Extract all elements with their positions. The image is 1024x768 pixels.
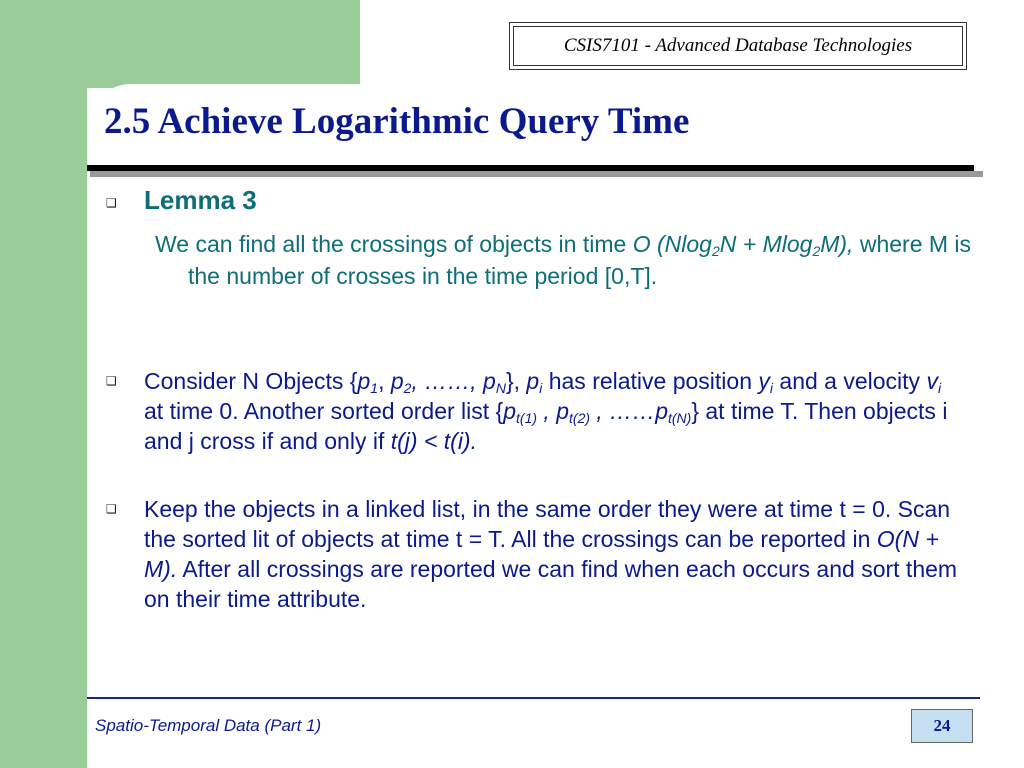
bullet-icon: ❑ — [106, 196, 117, 210]
objects-paragraph: Consider N Objects {$p_1$, $p_2$, ……, $p_N$}, $p_i$ has relative position $y_i$ and a velocity $v_i$ at time 0. Another sorted order list {$p_{t(1)}$ , $p_{t(2)}$ , $\dots\dots p_{t(N)}$} at time T. Then objects i and j cross if and only if t(j) < t(i). — [144, 368, 948, 454]
title-rule-shadow — [90, 171, 983, 177]
green-sidebar-band — [0, 0, 87, 768]
course-header-box — [509, 22, 967, 70]
bullet-icon: ❑ — [106, 374, 117, 388]
slide-title: 2.5 Achieve Logarithmic Query Time — [104, 101, 690, 142]
course-title: CSIS7101 - Advanced Database Technologies — [513, 26, 963, 66]
title-rule — [87, 165, 974, 171]
bullet-icon: ❑ — [106, 502, 117, 516]
lemma-heading: Lemma 3 — [144, 185, 257, 215]
footer-title: Spatio-Temporal Data (Part 1) — [95, 716, 322, 735]
linked-list-paragraph: Keep the objects in a linked list, in the same order they were at time t = 0. Scan the sorted lit of objects at time t = T. All the crossings can be reported in O(N + M). After all crossings are reported we can find when each occurs and sort them on their time attribute. — [144, 496, 958, 612]
lemma-statement: We can find all the crossings of objects in time O (Nlog$_2$N + Mlog$_2$M), where M is the number of crosses in the time period [0,T]. — [155, 231, 972, 289]
footer-rule — [87, 697, 980, 699]
page-number: 24 — [911, 709, 973, 743]
green-top-band — [87, 0, 360, 88]
